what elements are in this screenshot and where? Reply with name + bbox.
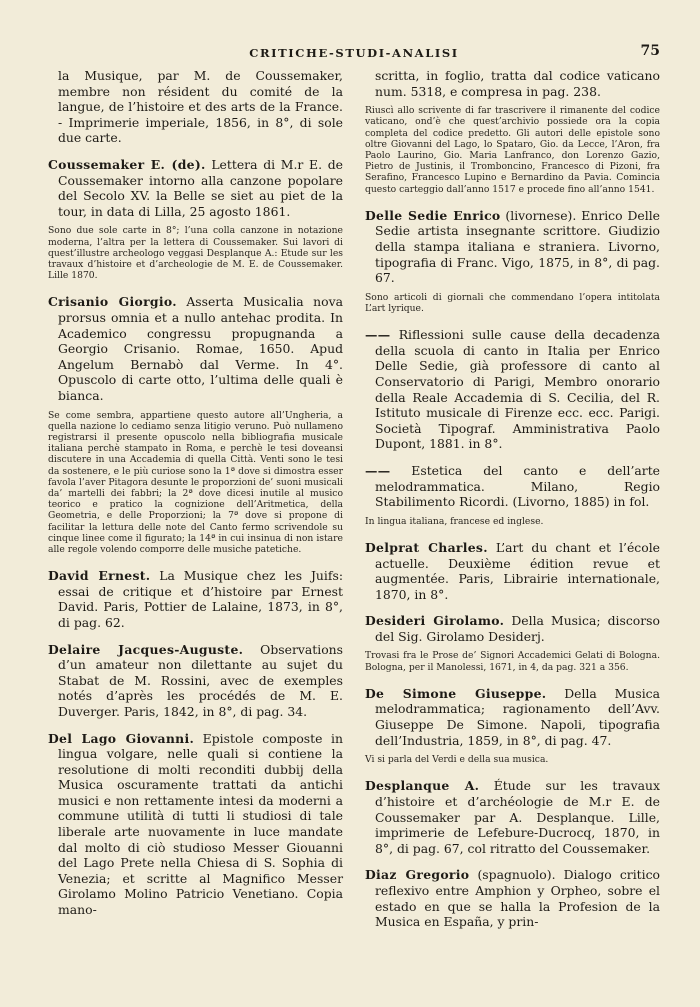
entry-text: scritta, in foglio, tratta dal codice vaticano num. 5318, e compresa in pag. 238.	[375, 68, 660, 99]
entry-author: Delaire Jacques-Auguste.	[48, 641, 244, 657]
entry-author: Del Lago Giovanni.	[48, 730, 195, 746]
entry-text: (spagnuolo). Dialogo critico reflexivo entre Amphion y Orpheo, sobre el estado en que se halla la Profesion de la Musica en España, y prin-	[375, 867, 660, 930]
entry-text: Riflessioni sulle cause della decadenza della scuola di canto in Italia per Enrico Delle Sedie, già professore di canto al Conservatorio di Parigi, Membro onorario della Reale Accademia di S. Cecilia, del R. Istituto musicale di Firenze ecc. ecc. Parigi. Società Tipograf. Amministrativa Paolo Dupont, 1881. in 8°.	[375, 327, 660, 452]
bibliographic-note: In lingua italiana, francese ed inglese.	[365, 515, 544, 527]
entry-text: la Musique, par M. de Coussemaker, membre non résident du comité de la langue, de l’histoire et des arts de la France. - Imprimerie imperiale, 1856, in 8°, di sole due carte.	[58, 68, 343, 146]
entry-text: (livornese). Enrico Delle Sedie artista insegnante scrittore. Giudizio della stampa italiana e straniera. Livorno, tipografia di Franc. Vigo, 1875, in 8°, di pag. 67.	[375, 207, 660, 286]
entry-author: Delprat Charles.	[365, 539, 488, 555]
bibliography-entry	[365, 867, 660, 929]
bibliography-entry	[48, 568, 343, 630]
entry-text: Epistole composte in lingua volgare, nelle quali si contiene la resolutione di molti reconditi dubbij della Musica oscuramente trattati da antichi musici e non rettamente intesi da moderni a commune utilità di tutti li studiosi di tale liberale arte nuovamente in luce mandate dal molto di ciò studioso Messer Giouanni del Lago Prete nella Chiesa di S. Sophia di Venezia; et scritte al Magnifico Messer Girolamo Molino Patricio Venetiano. Copia mano-	[58, 730, 343, 918]
bibliography-entry	[365, 778, 660, 856]
entry-text: Della Musica; discorso del Sig. Girolamo Desiderj.	[375, 613, 660, 644]
bibliography-entry	[365, 686, 660, 748]
running-title: CRITICHE-STUDI-ANALISI	[249, 46, 459, 60]
entry-continuation	[48, 68, 343, 146]
entry-text: Asserta Musicalia nova prorsus omnia et a nullo antehac prodita. In Academico congressu propugnanda a Georgio Crisanio. Romae, 1650. Apud Angelum Bernabò dal Verme. In 4°. Opuscolo di carte otto, l’ultima delle quali è bianca.	[58, 294, 343, 403]
bibliography-entry	[365, 327, 660, 452]
entry-text: La Musique chez les Juifs: essai de critique et d’histoire par Ernest David. Paris, Pottier de Lalaine, 1873, in 8°, di pag. 62.	[58, 568, 343, 630]
bibliography-entry	[365, 613, 660, 644]
entry-text: Della Musica melodrammatica; ragionamento dell’Avv. Giuseppe De Simone. Napoli, tipografia dell’Industria, 1859, in 8°, di pag. 47.	[375, 685, 660, 748]
entry-author: Coussemaker E. (de).	[48, 156, 206, 172]
bibliography-entry	[48, 642, 343, 720]
entry-author: De Simone Giuseppe.	[365, 685, 547, 701]
entry-author: ——	[365, 462, 391, 478]
bibliography-entry	[365, 208, 660, 286]
entry-text: Étude sur les travaux d’histoire et d’archéologie de M.r E. de Coussemaker par A. Desplanque. Lille, imprimerie de Lefebure-Ducrocq, 1870, in 8°, di pag. 67, col ritratto del Coussemaker.	[375, 778, 660, 856]
bibliographic-note: Riuscì allo scrivente di far trascrivere il rimanente del codice vaticano, ond’è che quest’archivio possiede ora la copia completa del codice predetto. Gli autori delle epistole sono oltre Giovanni del Lago, lo Spataro, Gio. da Lecce, l’Aron, fra Paolo Laurino, Gio. Maria Lanfranco, don Lorenzo Gazio, Pietro de Justinis, il Tromboncino, Francesco di Pizoni, fra Serafino, Francesco Lupino e Bernardino da Pavia. Comincia questo carteggio dall’anno 1517 e procede fino all’anno 1541.	[365, 105, 660, 195]
bibliography-entry	[365, 540, 660, 602]
bibliographic-note: Se come sembra, appartiene questo autore all’Ungheria, a quella nazione lo cediamo senza litigio veruno. Può nullameno registrarsi il presente opuscolo nella bibliografia musicale italiana perchè stampato in Roma, e perchè le tesi doveansi discutere in una Accademia di quella Città. Venti sono le tesi da sostenere, e le più curiose sono la 1ª dove si dimostra esser favola l’aver Pitagora desunte le proporzioni de’ suoni musicali da’ martelli dei fabbri; la 2ª dove dicesi inutile al musico teorico e pratico la cognizione dell’Aritmetica, della Geometria, e delle Proporzioni; la 7ª dove si propone di facilitar la lettura delle note del Canto fermo scrivendole su cinque linee come il figurato; la 14ª in cui insinua di non istare alle regole volendo comporre delle musiche patetiche.	[48, 409, 343, 555]
entry-text: Observations d’un amateur non dilettante au sujet du Stabat de M. Rossini, avec de exemples notés d’après les procédés de M. E. Duverger. Paris, 1842, in 8°, di pag. 34.	[58, 641, 343, 719]
bibliographic-note: Sono articoli di giornali che commendano l’opera intitolata L’art lyrique.	[365, 291, 660, 314]
page-header	[48, 40, 660, 62]
entry-author: David Ernest.	[48, 568, 151, 584]
right-column	[365, 68, 660, 941]
left-column	[48, 68, 343, 941]
entry-author: Desplanque A.	[365, 778, 480, 794]
entry-author: ——	[365, 327, 391, 343]
entry-text: Estetica del canto e dell’arte melodrammatica. Milano, Regio Stabilimento Ricordi. (Livorno, 1885) in fol.	[375, 462, 660, 510]
entry-author: Desideri Girolamo.	[365, 613, 505, 629]
bibliographic-note: Trovasi fra le Prose de’ Signori Accademici Gelati di Bologna. Bologna, per il Manolessi, 1671, in 4, da pag. 321 a 356.	[365, 650, 660, 673]
bibliographic-note: Vi si parla del Verdi e della sua musica.	[365, 754, 549, 766]
bibliographic-note: Sono due sole carte in 8°; l’una colla canzone in notazione moderna, l’altra per la lettera di Coussemaker. Sui lavori di quest’illustre archeologo veggasi Desplanque A.: Etude sur les travaux d’histoire et d’archeologie de M. E. de Coussemaker. Lille 1870.	[48, 225, 343, 282]
text-columns	[48, 68, 660, 941]
bibliography-entry	[48, 294, 343, 403]
entry-text: L’art du chant et l’école actuelle. Deuxième édition revue et augmentée. Paris, Librairie internationale, 1870, in 8°.	[375, 539, 660, 602]
bibliography-entry	[48, 157, 343, 219]
page-number: 75	[640, 43, 660, 59]
bibliography-entry	[48, 731, 343, 918]
entry-author: Crisanio Giorgio.	[48, 294, 177, 310]
entry-continuation	[365, 68, 660, 99]
bibliography-entry	[365, 463, 660, 510]
entry-author: Delle Sedie Enrico	[365, 207, 501, 223]
entry-author: Diaz Gregorio	[365, 867, 470, 883]
entry-text: Lettera di M.r E. de Coussemaker intorno alla canzone popolare del Secolo XV. la Belle se siet au piet de la tour, in data di Lilla, 25 agosto 1861.	[58, 156, 344, 219]
